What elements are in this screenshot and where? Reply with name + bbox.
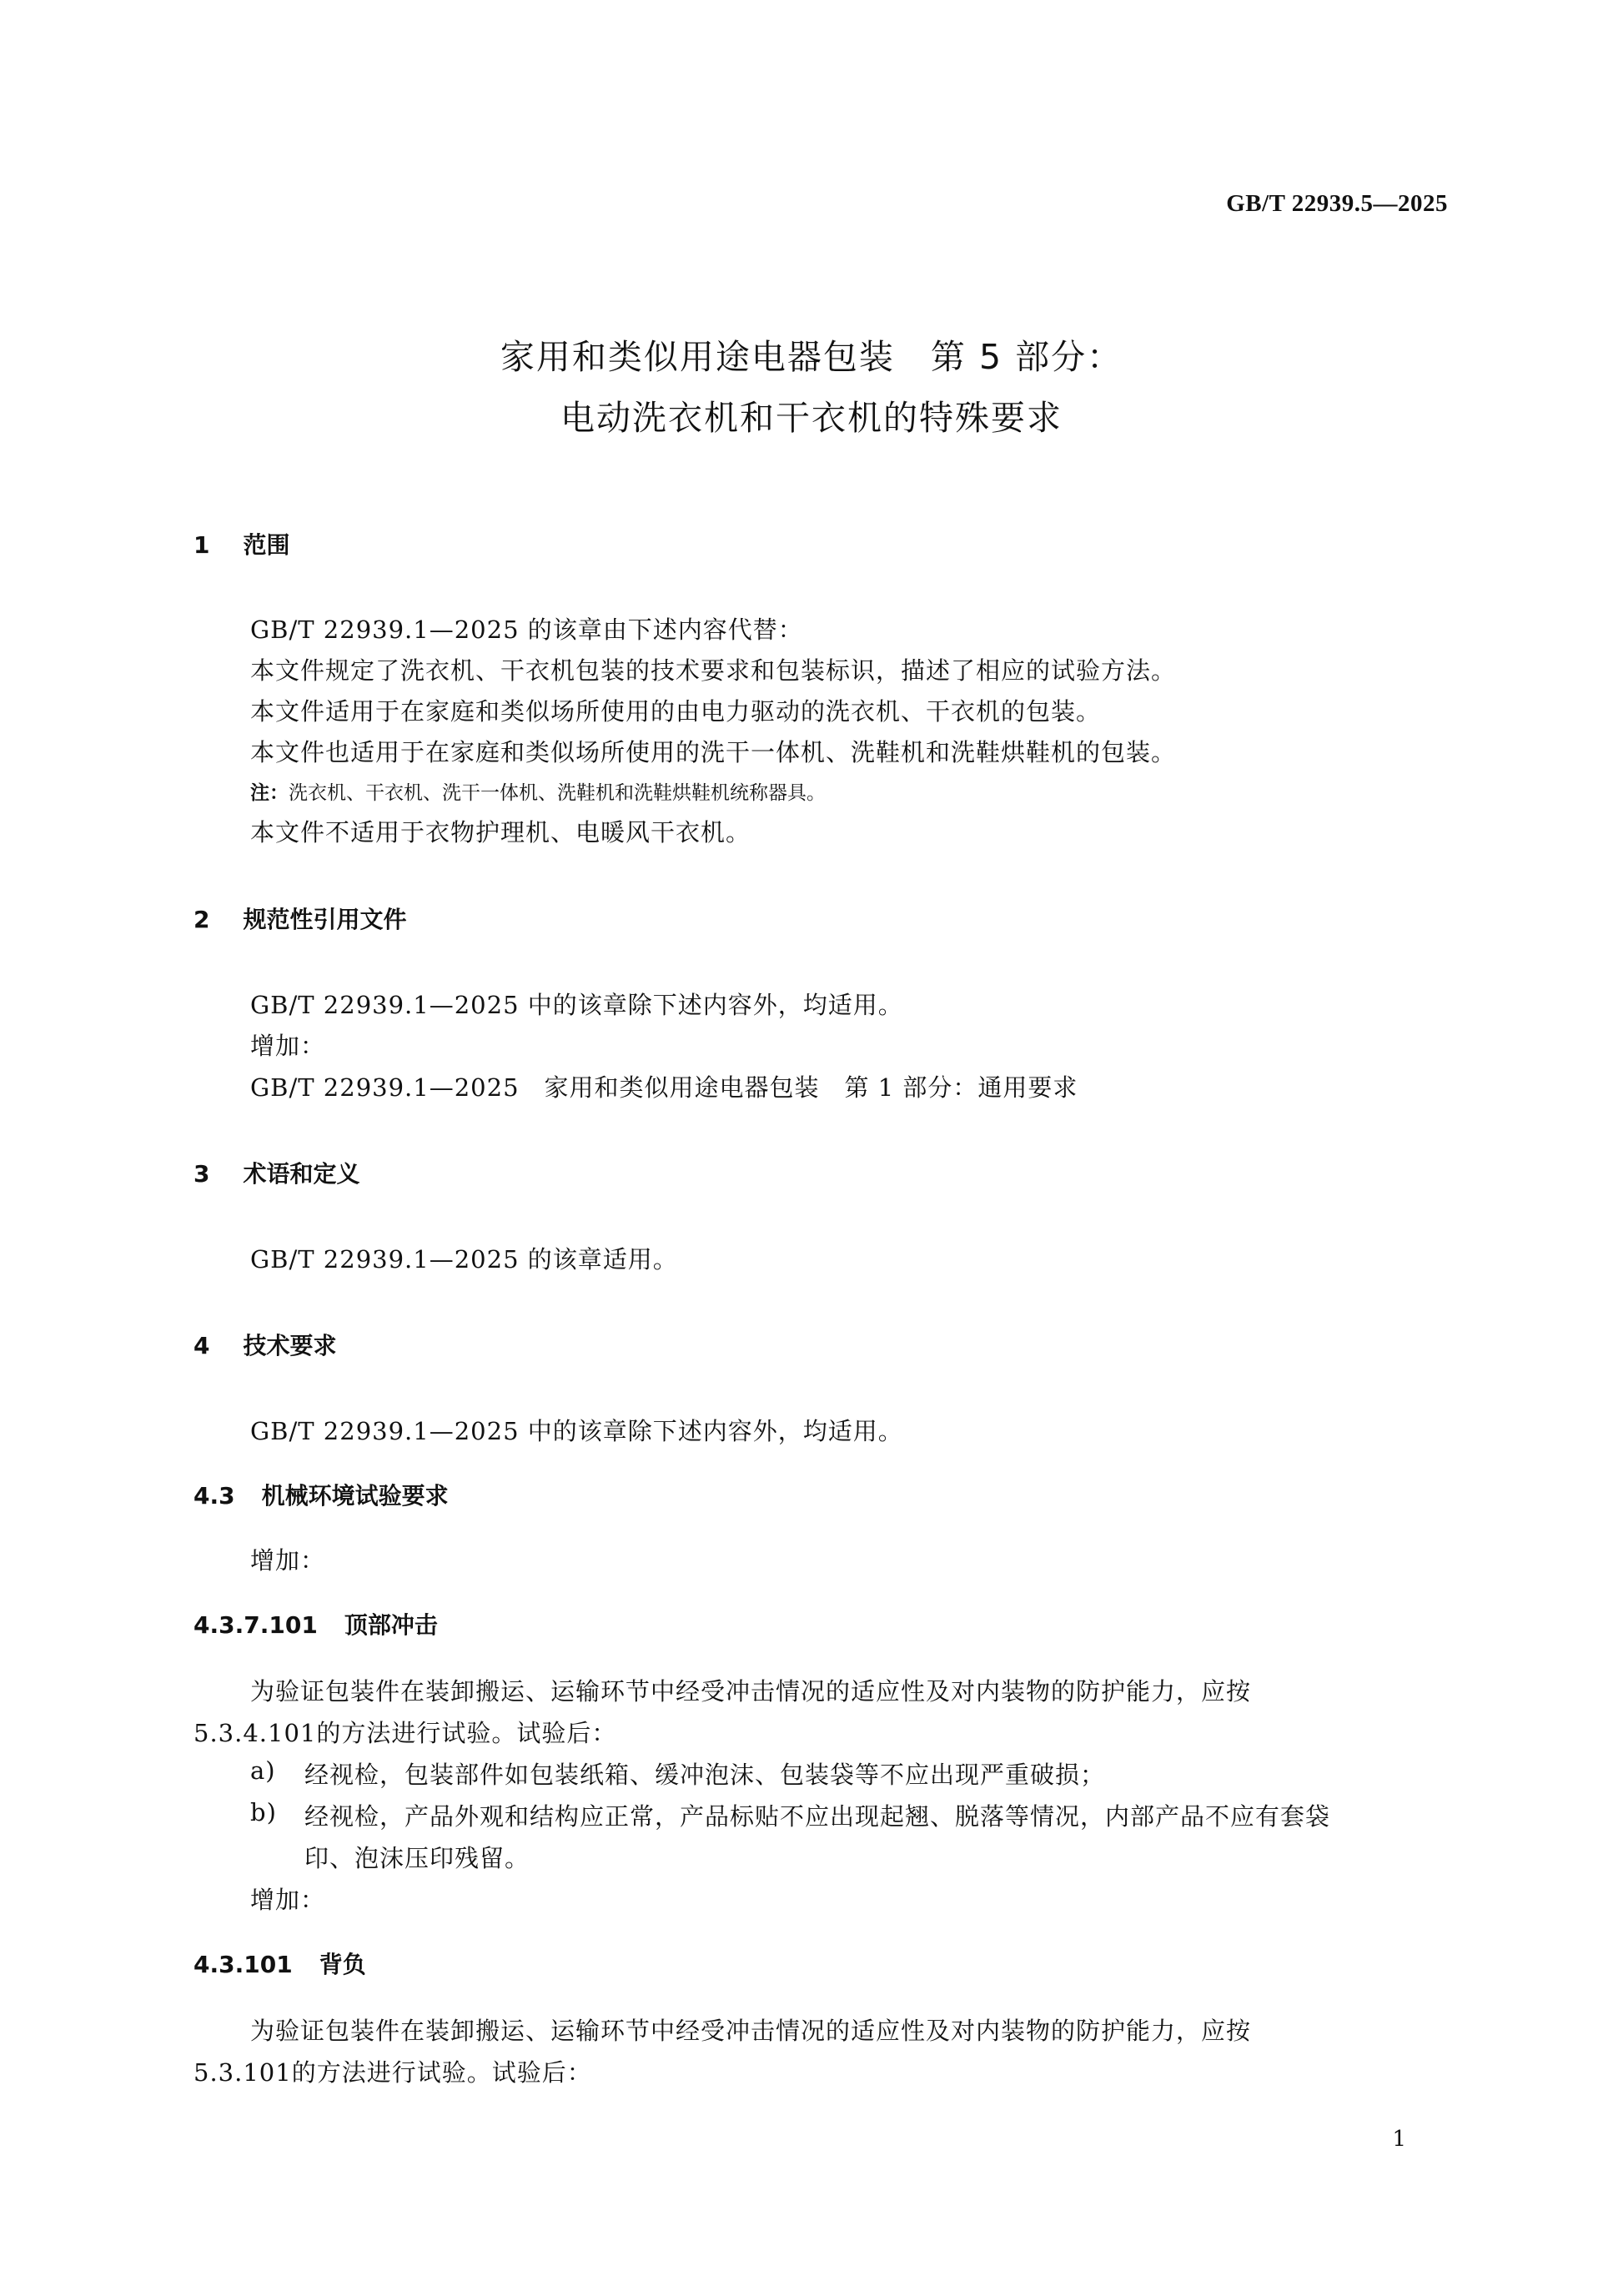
paragraph: 本文件也适用于在家庭和类似场所使用的洗干一体机、洗鞋机和洗鞋烘鞋机的包装。	[250, 738, 1177, 766]
page-number: 1	[1392, 2127, 1406, 2152]
paragraph-continuation: 5.3.101的方法进行试验。试验后：	[193, 2058, 592, 2087]
section-number: 4.3.7.101	[193, 1611, 318, 1639]
paragraph-continuation: 5.3.4.101的方法进行试验。试验后：	[193, 1719, 617, 1747]
document-title-line-1: 家用和类似用途电器包装 第 5 部分：	[500, 337, 1123, 377]
section-number: 3	[193, 1160, 210, 1188]
paragraph: 为验证包装件在装卸搬运、运输环节中经受冲击情况的适应性及对内装物的防护能力，应按	[250, 1677, 1252, 1706]
section-heading-3	[193, 1156, 360, 1189]
reference-entry: GB/T 22939.1—2025 家用和类似用途电器包装 第 1 部分：通用要求	[250, 1073, 1078, 1102]
list-item-b-label: b)	[250, 1798, 277, 1826]
paragraph: 为验证包装件在装卸搬运、运输环节中经受冲击情况的适应性及对内装物的防护能力，应按	[250, 2017, 1252, 2045]
list-item-b-text: 经视检，产品外观和结构应正常，产品标贴不应出现起翘、脱落等情况，内部产品不应有套袋	[304, 1802, 1331, 1831]
paragraph: GB/T 22939.1—2025 中的该章除下述内容外，均适用。	[250, 1417, 903, 1445]
section-title: 范围	[243, 531, 290, 559]
paragraph: 增加：	[250, 1546, 326, 1575]
section-number: 2	[193, 906, 210, 933]
note-label: 注：	[250, 782, 289, 804]
note	[250, 777, 826, 805]
section-number: 4.3.101	[193, 1951, 293, 1978]
section-number: 1	[193, 531, 210, 559]
section-heading-1	[193, 527, 290, 560]
paragraph: GB/T 22939.1—2025 的该章由下述内容代替：	[250, 615, 803, 644]
list-item-a-text: 经视检，包装部件如包装纸箱、缓冲泡沫、包装袋等不应出现严重破损；	[304, 1761, 1106, 1789]
paragraph: GB/T 22939.1—2025 的该章适用。	[250, 1245, 678, 1274]
section-title: 机械环境试验要求	[261, 1482, 449, 1510]
section-number: 4	[193, 1332, 210, 1359]
paragraph: 本文件适用于在家庭和类似场所使用的由电力驱动的洗衣机、干衣机的包装。	[250, 697, 1102, 726]
section-title: 背负	[319, 1951, 366, 1978]
section-title: 术语和定义	[243, 1160, 360, 1188]
paragraph: 增加：	[250, 1032, 326, 1060]
paragraph: GB/T 22939.1—2025 中的该章除下述内容外，均适用。	[250, 991, 903, 1019]
paragraph: 增加：	[250, 1886, 326, 1914]
section-number: 4.3	[193, 1482, 235, 1510]
list-item-a-label: a)	[250, 1756, 276, 1785]
section-title: 规范性引用文件	[243, 906, 407, 933]
document-title-line-2: 电动洗衣机和干衣机的特殊要求	[560, 398, 1063, 438]
section-heading-4	[193, 1328, 337, 1361]
section-title: 技术要求	[243, 1332, 337, 1359]
document-code: GB/T 22939.5—2025	[1226, 190, 1448, 217]
subsection-heading-4-3	[193, 1478, 449, 1511]
paragraph: 本文件规定了洗衣机、干衣机包装的技术要求和包装标识，描述了相应的试验方法。	[250, 656, 1177, 685]
subsection-heading-4-3-7-101	[193, 1607, 438, 1640]
subsection-heading-4-3-101	[193, 1947, 366, 1980]
section-title: 顶部冲击	[344, 1611, 438, 1639]
list-item-b-text-continuation: 印、泡沫压印残留。	[304, 1844, 530, 1872]
section-heading-2	[193, 902, 407, 935]
note-text: 洗衣机、干衣机、洗干一体机、洗鞋机和洗鞋烘鞋机统称器具。	[289, 782, 826, 804]
paragraph: 本文件不适用于衣物护理机、电暖风干衣机。	[250, 818, 751, 847]
